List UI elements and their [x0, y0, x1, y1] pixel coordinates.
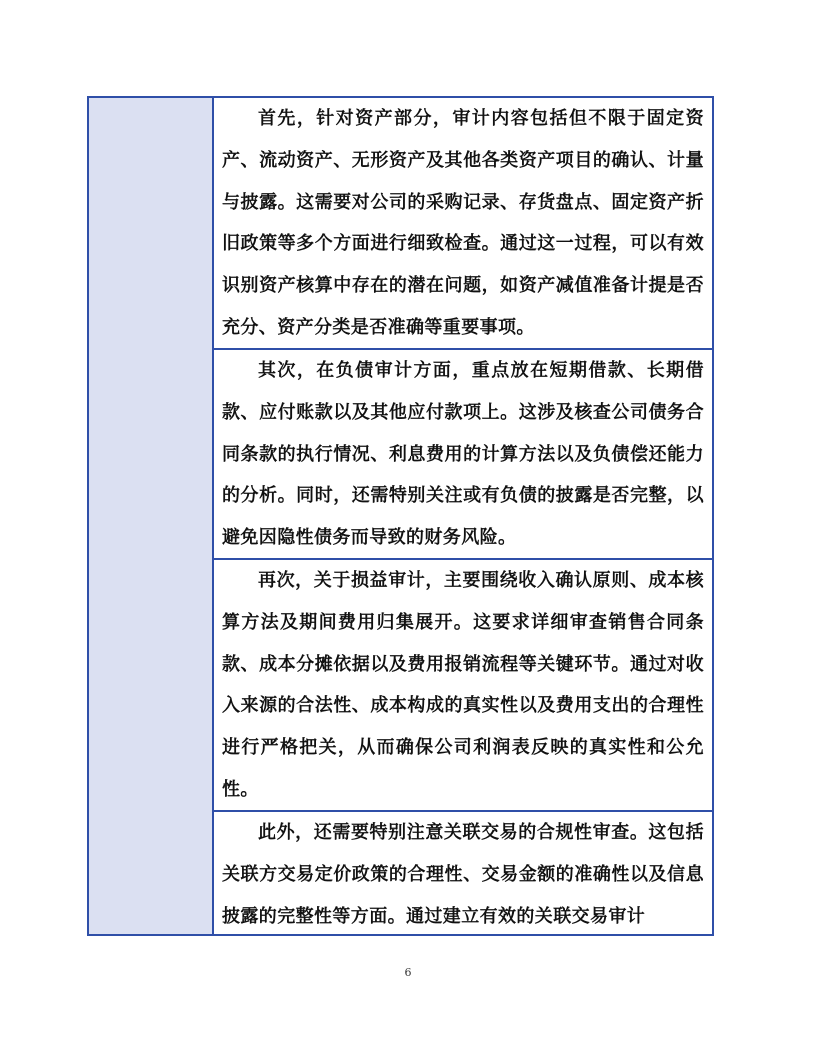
table-cell-profit-loss	[214, 560, 712, 812]
table-cell-related-party	[214, 812, 712, 934]
table-cell-liabilities	[214, 350, 712, 560]
paragraph-related-party: 此外，还需要特别注意关联交易的合规性审查。这包括关联方交易定价政策的合理性、交易金额的准确性以及信息披露的完整性等方面。通过建立有效的关联交易审计	[222, 822, 704, 927]
table-cell-assets	[214, 98, 712, 350]
table-right-column	[214, 98, 712, 934]
content-table	[87, 96, 714, 936]
table-left-column	[89, 98, 214, 934]
paragraph-profit-loss: 再次，关于损益审计，主要围绕收入确认原则、成本核算方法及期间费用归集展开。这要求详细审查销售合同条款、成本分摊依据以及费用报销流程等关键环节。通过对收入来源的合法性、成本构成的真实性以及费用支出的合理性进行严格把关，从而确保公司利润表反映的真实性和公允性。	[222, 570, 704, 800]
paragraph-liabilities: 其次，在负债审计方面，重点放在短期借款、长期借款、应付账款以及其他应付款项上。这涉及核查公司债务合同条款的执行情况、利息费用的计算方法以及负债偿还能力的分析。同时，还需特别关注或有负债的披露是否完整，以避免因隐性债务而导致的财务风险。	[222, 360, 704, 549]
page-number: 6	[404, 966, 412, 979]
paragraph-assets: 首先，针对资产部分，审计内容包括但不限于固定资产、流动资产、无形资产及其他各类资产项目的确认、计量与披露。这需要对公司的采购记录、存货盘点、固定资产折旧政策等多个方面进行细致检查。通过这一过程，可以有效识别资产核算中存在的潜在问题，如资产减值准备计提是否充分、资产分类是否准确等重要事项。	[222, 108, 704, 338]
